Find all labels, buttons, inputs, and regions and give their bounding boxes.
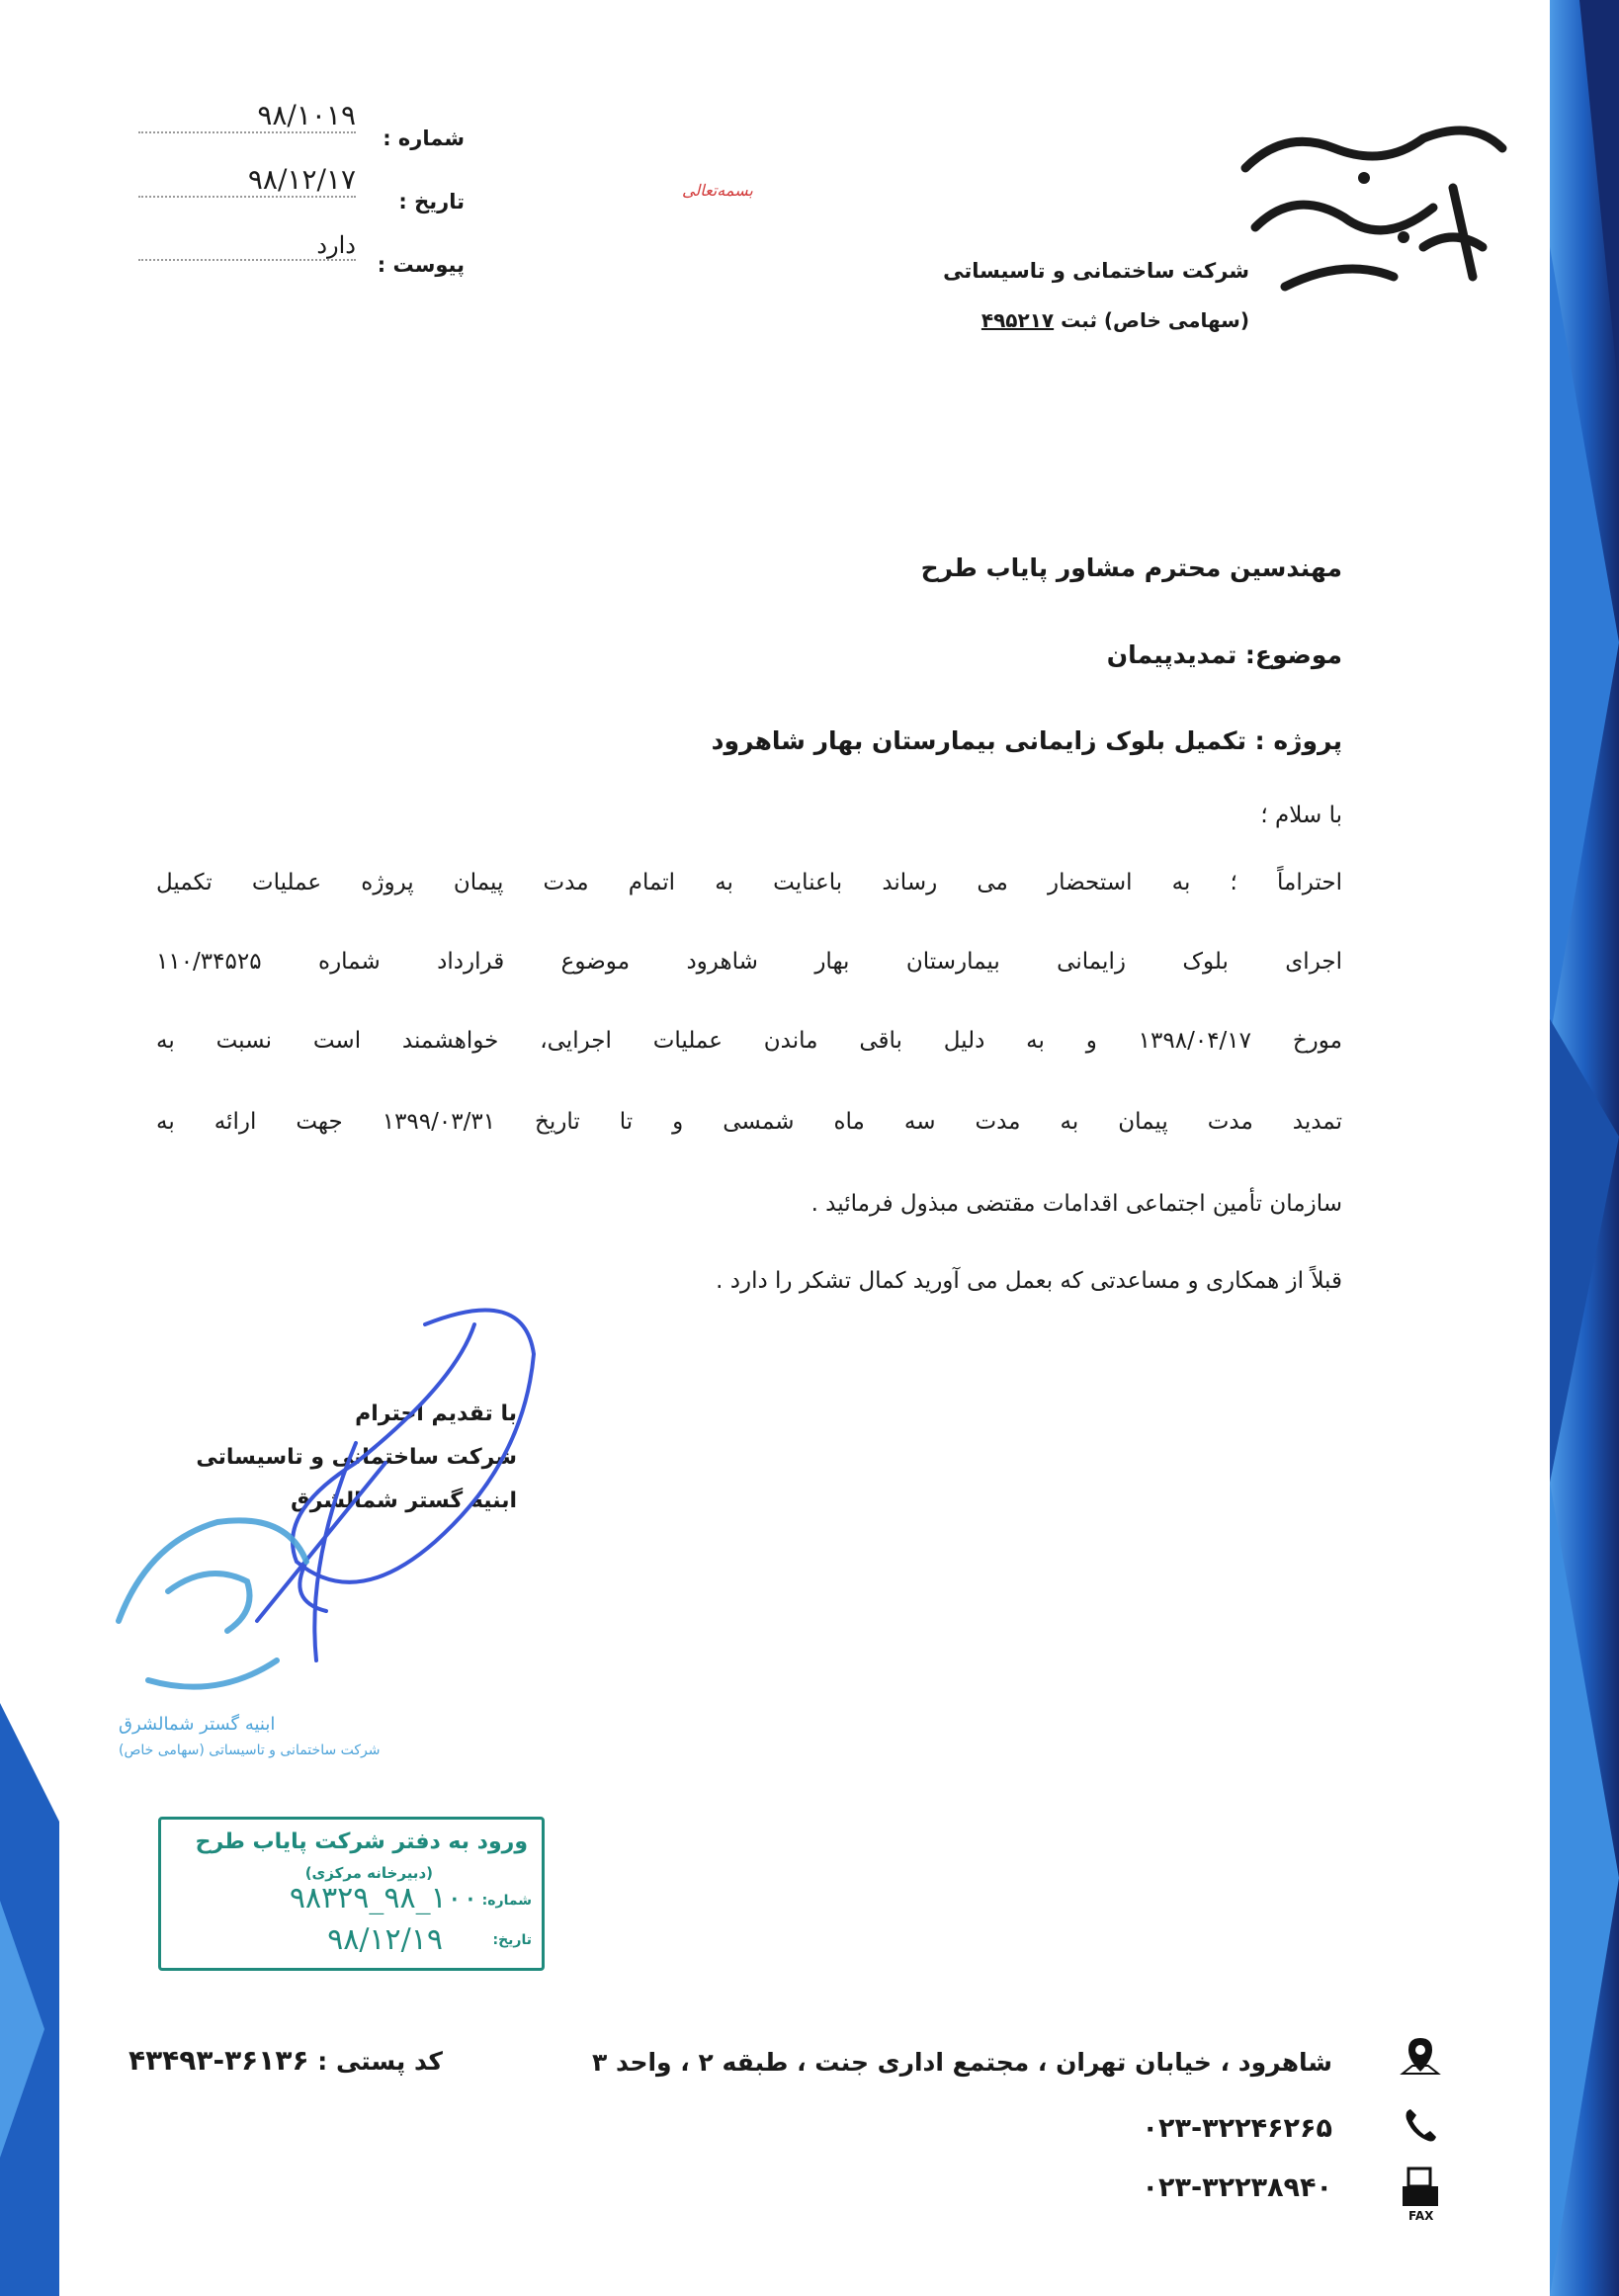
phone-icon [1399,2103,1442,2147]
postal-block [128,2044,443,2077]
location-pin-icon [1399,2034,1442,2078]
signature-and-seal [59,1265,613,1779]
stamp-number-value: ۱۰۰_۹۸_۹۸۳۲۹ [289,1881,478,1915]
postal-code: ۳۶۱۳۶-۴۳۴۹۳ [128,2044,309,2077]
stamp-date-value: ۹۸/۱۲/۱۹ [327,1922,443,1957]
signature-line-2: شرکت ساختمانی و تاسیساتی [196,1445,517,1470]
phone-number: ۰۲۳-۳۲۲۴۶۲۶۵ [1142,2113,1332,2144]
project: پروژه : تکمیل بلوک زایمانی بیمارستان بهار شاهرود [711,726,1342,755]
signature-line-3: ابنیه گستر شمالشرق [291,1488,517,1513]
registration-number: ۴۹۵۲۱۷ [980,308,1055,332]
receipt-stamp [158,1817,545,1971]
company-type: شرکت ساختمانی و تاسیساتی [943,259,1249,283]
date-value: ۹۸/۱۲/۱۷ [138,163,356,198]
stamp-number-label: شماره: [481,1893,532,1909]
postal-label: کد پستی : [317,2047,443,2076]
fax-number: ۰۲۳-۳۲۲۳۸۹۴۰ [1142,2172,1332,2203]
stamp-date-label: تاریخ: [492,1932,532,1948]
svg-text:FAX: FAX [1408,2209,1434,2223]
body-line-2: اجرای بلوک زایمانی بیمارستان بهار شاهرود موضوع قرارداد شماره ۱۱۰/۳۴۵۲۵ [156,949,1342,975]
attachment-value: دارد [138,231,356,261]
seal-ring-text: ابنیه گستر شمالشرق [119,1714,276,1735]
basmala: بسمه‌تعالی [682,181,753,200]
body-line-3: مورخ ۱۳۹۸/۰۴/۱۷ و به دلیل باقی ماندن عملیات اجرایی، خواهشمند است نسبت به [156,1028,1342,1054]
company-logo [1226,109,1522,306]
recipient: مهندسین محترم مشاور پایاب طرح [920,553,1342,582]
body-line-4: تمدید مدت پیمان به مدت سه ماه شمسی و تا تاریخ ۱۳۹۹/۰۳/۳۱ جهت ارائه به [156,1109,1342,1135]
closing: قبلاً از همکاری و مساعدتی که بعمل می آورید کمال تشکر را دارد . [716,1268,1342,1294]
greeting: با سلام ؛ [1260,803,1342,828]
attachment-label: پیوست : [377,253,465,277]
number-label: شماره : [383,127,465,150]
fax-icon [1399,2165,1442,2224]
corner-stripe [0,1703,79,2296]
date-label: تاریخ : [398,190,465,213]
stamp-title: ورود به دفتر شرکت پایاب طرح [195,1829,528,1854]
subject: موضوع: تمدیدپیمان [1106,640,1342,669]
signature-line-1: با تقدیم احترام [355,1402,517,1426]
decorative-band [1481,0,1619,2296]
body-line-1: احتراماً ؛ به استحضار می رساند باعنایت به اتمام مدت پیمان پروژه عملیات تکمیل [156,870,1342,895]
seal-inner-text: شرکت ساختمانی و تاسیساتی (سهامی خاص) [119,1743,381,1758]
address: شاهرود ، خیابان تهران ، مجتمع اداری جنت ، طبقه ۲ ، واحد ۳ [592,2048,1332,2077]
registration-line [981,308,1249,332]
stamp-subtitle: (دبیرخانه مرکزی) [304,1864,433,1882]
body-line-5: سازمان تأمین اجتماعی اقدامات مقتضی مبذول فرمائید . [810,1191,1342,1217]
number-value: ۹۸/۱۰۱۹ [138,99,356,133]
registration-prefix: (سهامی خاص) ثبت [1061,308,1249,332]
